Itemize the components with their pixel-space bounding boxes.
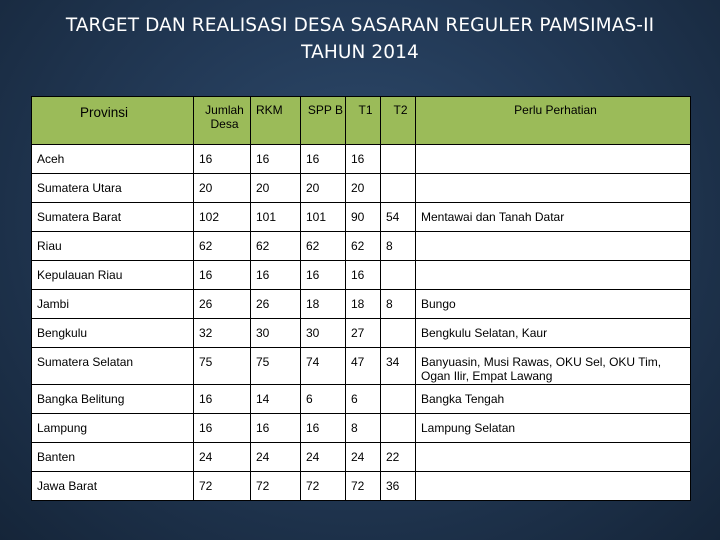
cell-perlu-perhatian bbox=[416, 232, 691, 261]
cell-t2 bbox=[381, 319, 416, 348]
cell-t2 bbox=[381, 261, 416, 290]
target-realisasi-table bbox=[31, 96, 691, 501]
table-row bbox=[32, 385, 691, 414]
cell-provinsi: Bengkulu bbox=[32, 319, 194, 348]
cell-provinsi: Aceh bbox=[32, 145, 194, 174]
cell-jumlah-desa: 24 bbox=[194, 443, 251, 472]
cell-rkm: 16 bbox=[251, 261, 301, 290]
cell-sppb: 101 bbox=[301, 203, 346, 232]
cell-perlu-perhatian: Bungo bbox=[416, 290, 691, 319]
cell-t1: 16 bbox=[346, 145, 381, 174]
cell-jumlah-desa: 72 bbox=[194, 472, 251, 501]
cell-provinsi: Banten bbox=[32, 443, 194, 472]
cell-perlu-perhatian: Lampung Selatan bbox=[416, 414, 691, 443]
cell-t2: 34 bbox=[381, 348, 416, 385]
cell-jumlah-desa: 20 bbox=[194, 174, 251, 203]
cell-provinsi: Sumatera Barat bbox=[32, 203, 194, 232]
cell-rkm: 20 bbox=[251, 174, 301, 203]
cell-t2 bbox=[381, 385, 416, 414]
table-row bbox=[32, 319, 691, 348]
cell-sppb: 16 bbox=[301, 261, 346, 290]
cell-t1: 24 bbox=[346, 443, 381, 472]
table-row bbox=[32, 174, 691, 203]
cell-provinsi: Riau bbox=[32, 232, 194, 261]
cell-rkm: 101 bbox=[251, 203, 301, 232]
header-t1: T1 bbox=[346, 97, 381, 145]
cell-rkm: 16 bbox=[251, 145, 301, 174]
cell-rkm: 62 bbox=[251, 232, 301, 261]
cell-t2 bbox=[381, 174, 416, 203]
cell-t2: 8 bbox=[381, 290, 416, 319]
header-perlu-perhatian: Perlu Perhatian bbox=[416, 97, 691, 145]
cell-perlu-perhatian bbox=[416, 145, 691, 174]
cell-t2: 54 bbox=[381, 203, 416, 232]
cell-sppb: 18 bbox=[301, 290, 346, 319]
cell-t2: 36 bbox=[381, 472, 416, 501]
cell-jumlah-desa: 102 bbox=[194, 203, 251, 232]
cell-sppb: 24 bbox=[301, 443, 346, 472]
cell-rkm: 24 bbox=[251, 443, 301, 472]
cell-t2: 22 bbox=[381, 443, 416, 472]
cell-rkm: 14 bbox=[251, 385, 301, 414]
cell-provinsi: Jambi bbox=[32, 290, 194, 319]
cell-t1: 6 bbox=[346, 385, 381, 414]
cell-perlu-perhatian bbox=[416, 174, 691, 203]
cell-t1: 47 bbox=[346, 348, 381, 385]
cell-perlu-perhatian bbox=[416, 443, 691, 472]
table-row bbox=[32, 443, 691, 472]
title-line-1: TARGET DAN REALISASI DESA SASARAN REGULER PAMSIMAS-II bbox=[65, 15, 655, 36]
cell-provinsi: Bangka Belitung bbox=[32, 385, 194, 414]
cell-t1: 18 bbox=[346, 290, 381, 319]
cell-sppb: 16 bbox=[301, 145, 346, 174]
cell-t1: 27 bbox=[346, 319, 381, 348]
cell-perlu-perhatian bbox=[416, 472, 691, 501]
cell-t1: 90 bbox=[346, 203, 381, 232]
cell-provinsi: Sumatera Utara bbox=[32, 174, 194, 203]
header-provinsi: Provinsi bbox=[32, 97, 194, 145]
cell-provinsi: Sumatera Selatan bbox=[32, 348, 194, 385]
cell-rkm: 16 bbox=[251, 414, 301, 443]
table-row bbox=[32, 414, 691, 443]
cell-sppb: 74 bbox=[301, 348, 346, 385]
cell-perlu-perhatian: Bengkulu Selatan, Kaur bbox=[416, 319, 691, 348]
cell-sppb: 16 bbox=[301, 414, 346, 443]
header-row bbox=[32, 97, 691, 145]
cell-provinsi: Lampung bbox=[32, 414, 194, 443]
cell-perlu-perhatian: Bangka Tengah bbox=[416, 385, 691, 414]
cell-t1: 16 bbox=[346, 261, 381, 290]
header-rkm: RKM bbox=[251, 97, 301, 145]
cell-sppb: 20 bbox=[301, 174, 346, 203]
table-row bbox=[32, 145, 691, 174]
slide-title bbox=[0, 12, 720, 66]
cell-jumlah-desa: 62 bbox=[194, 232, 251, 261]
cell-perlu-perhatian: Banyuasin, Musi Rawas, OKU Sel, OKU Tim, Ogan Ilir, Empat Lawang bbox=[416, 348, 691, 385]
cell-jumlah-desa: 16 bbox=[194, 261, 251, 290]
table-row bbox=[32, 472, 691, 501]
table-row bbox=[32, 232, 691, 261]
cell-provinsi: Kepulauan Riau bbox=[32, 261, 194, 290]
cell-jumlah-desa: 75 bbox=[194, 348, 251, 385]
table-row bbox=[32, 261, 691, 290]
cell-t2 bbox=[381, 414, 416, 443]
cell-sppb: 6 bbox=[301, 385, 346, 414]
cell-jumlah-desa: 32 bbox=[194, 319, 251, 348]
cell-sppb: 62 bbox=[301, 232, 346, 261]
cell-sppb: 30 bbox=[301, 319, 346, 348]
cell-jumlah-desa: 26 bbox=[194, 290, 251, 319]
cell-jumlah-desa: 16 bbox=[194, 145, 251, 174]
cell-rkm: 30 bbox=[251, 319, 301, 348]
cell-t1: 20 bbox=[346, 174, 381, 203]
cell-rkm: 26 bbox=[251, 290, 301, 319]
table-row bbox=[32, 348, 691, 385]
table-row bbox=[32, 290, 691, 319]
cell-rkm: 72 bbox=[251, 472, 301, 501]
cell-t1: 72 bbox=[346, 472, 381, 501]
cell-jumlah-desa: 16 bbox=[194, 414, 251, 443]
cell-t1: 8 bbox=[346, 414, 381, 443]
header-t2: T2 bbox=[381, 97, 416, 145]
cell-provinsi: Jawa Barat bbox=[32, 472, 194, 501]
cell-t2 bbox=[381, 145, 416, 174]
cell-perlu-perhatian: Mentawai dan Tanah Datar bbox=[416, 203, 691, 232]
cell-t2: 8 bbox=[381, 232, 416, 261]
table-row bbox=[32, 203, 691, 232]
cell-jumlah-desa: 16 bbox=[194, 385, 251, 414]
title-line-2: TAHUN 2014 bbox=[301, 42, 419, 63]
cell-sppb: 72 bbox=[301, 472, 346, 501]
header-jumlah-desa: Jumlah Desa bbox=[194, 97, 251, 145]
cell-rkm: 75 bbox=[251, 348, 301, 385]
header-sppb: SPP B bbox=[301, 97, 346, 145]
cell-t1: 62 bbox=[346, 232, 381, 261]
cell-perlu-perhatian bbox=[416, 261, 691, 290]
